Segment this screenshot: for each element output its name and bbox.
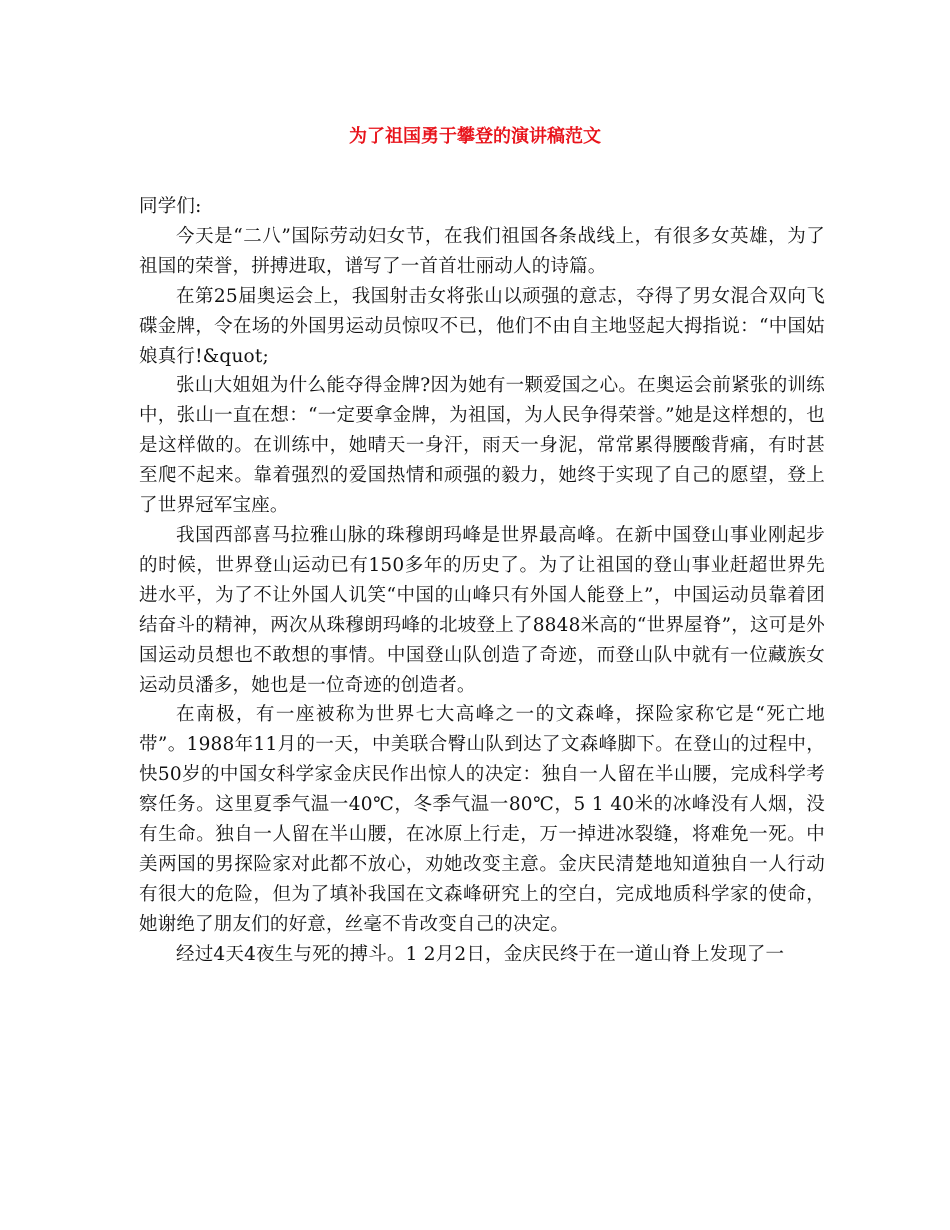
paragraph: 在南极，有一座被称为世界七大高峰之一的文森峰，探险家称它是“死亡地带”。1988年11月的一天，中美联合臀山队到达了文森峰脚下。在登山的过程中，快50岁的中国女科学家金庆民作出惊人的决定：独自一人留在半山腰，完成科学考察任务。这里夏季气温一40℃，冬季气温一80℃，5 1 40米的冰峰没有人烟，没有生命。独自一人留在半山腰，在冰原上行走，万一掉进冰裂缝，将难免一死。中美两国的男探险家对此都不放心，劝她改变主意。金庆民清楚地知道独自一人行动有很大的危险，但为了填补我国在文森峰研究上的空白，完成地质科学家的使命，她谢绝了朋友们的好意，丝毫不肯改变自己的决定。 (139, 704, 825, 935)
paragraph: 在第25届奥运会上，我国射击女将张山以顽强的意志，夺得了男女混合双向飞碟金牌，令在场的外国男运动员惊叹不已，他们不由自主地竖起大拇指说：“中国姑娘真行!&quot; (139, 285, 825, 367)
paragraph: 我国西部喜马拉雅山脉的珠穆朗玛峰是世界最高峰。在新中国登山事业刚起步的时候，世界登山运动已有150多年的历史了。为了让祖国的登山事业赶超世界先进水平，为了不让外国人讥笑“中国的山峰只有外国人能登上”，中国运动员靠着团结奋斗的精神，两次从珠穆朗玛峰的北坡登上了8848米高的“世界屋脊”，这可是外国运动员想也不敢想的事情。中国登山队创造了奇迹，而登山队中就有一位藏族女运动员潘多，她也是一位奇迹的创造者。 (139, 524, 825, 696)
salutation: 同学们: (139, 196, 202, 217)
document-body (139, 192, 825, 970)
document-title: 为了祖国勇于攀登的演讲稿范文 (349, 126, 601, 147)
paragraph: 今天是“二八”国际劳动妇女节，在我们祖国各条战线上，有很多女英雄，为了祖国的荣誉，拼搏进取，谱写了一首首壮丽动人的诗篇。 (139, 225, 825, 277)
paragraph: 经过4天4夜生与死的搏斗。1 2月2日，金庆民终于在一道山脊上发现了一 (176, 943, 785, 965)
paragraph: 张山大姐姐为什么能夺得金牌?因为她有一颗爱国之心。在奥运会前紧张的训练中，张山一直在想：“一定要拿金牌，为祖国，为人民争得荣誉。”她是这样想的，也是这样做的。在训练中，她晴天一身汗，雨天一身泥，常常累得腰酸背痛，有时甚至爬不起来。靠着强烈的爱国热情和顽强的毅力，她终于实现了自己的愿望，登上了世界冠军宝座。 (139, 375, 825, 517)
